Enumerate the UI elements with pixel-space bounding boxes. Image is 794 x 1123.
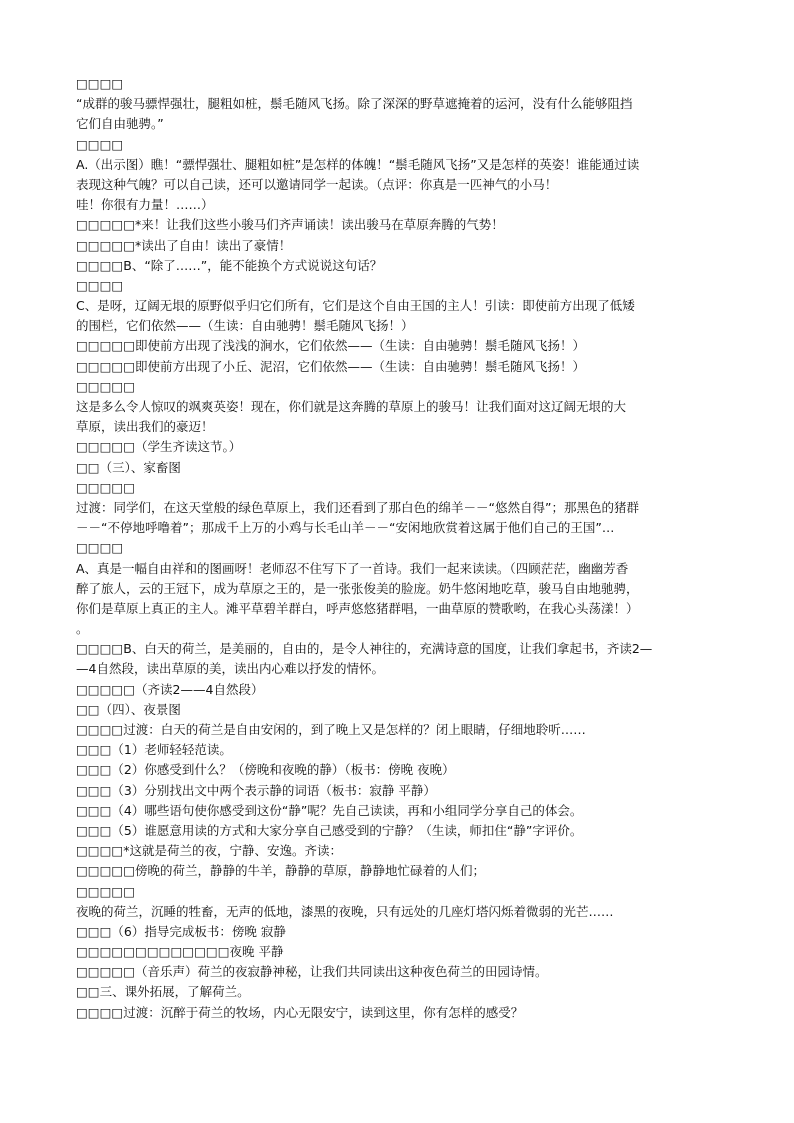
text-line: □□□□□（学生齐读这节。）	[76, 439, 242, 455]
text-line: 它们自由驰骋。”	[76, 116, 164, 132]
text-line: 。	[76, 621, 89, 637]
text-line: C、是呀，辽阔无垠的原野似乎归它们所有，它们是这个自由王国的主人！引读：即使前方出现了低矮	[76, 298, 635, 314]
text-line: □□□□□	[76, 378, 136, 394]
text-line: “成群的骏马骠悍强壮，腿粗如桩，鬃毛随风飞扬。除了深深的野草遮掩着的运河，没有什么能够阻挡	[76, 96, 633, 112]
text-line: 草原，读出我们的豪迈！	[76, 419, 214, 435]
text-line: □□□□	[76, 136, 124, 152]
text-line: 的围栏，它们依然——（生读：自由驰骋！鬃毛随风飞扬！）	[76, 318, 414, 334]
text-line: □□□（6）指导完成板书：傍晚 寂静	[76, 923, 286, 939]
text-line: □□□□	[76, 540, 124, 556]
text-line: □□□□过渡：白天的荷兰是自由安闲的，到了晚上又是怎样的？闭上眼睛，仔细地聆听……	[76, 722, 586, 737]
text-line: 表现这种气魄？可以自己读，还可以邀请同学一起读。（点评：你真是一匹神气的小马！	[76, 176, 558, 192]
text-line: －－“不停地呼噜着”；那成千上万的小鸡与长毛山羊－－“安闲地欣赏着这属于他们自己的王国”…	[76, 520, 615, 536]
text-line: □□（三）、家畜图	[76, 459, 181, 475]
text-line: □□□□□（音乐声）荷兰的夜寂静神秘，让我们共同读出这种夜色荷兰的田园诗情。	[76, 964, 548, 980]
text-line: 哇！你很有力量！……）	[76, 197, 214, 213]
text-line: □□（四）、夜景图	[76, 701, 181, 717]
text-line: □□□□*这就是荷兰的夜，宁静、安逸。齐读：	[76, 843, 342, 859]
text-line: □□□□□*来！让我们这些小骏马们齐声诵读！读出骏马在草原奔腾的气势！	[76, 217, 504, 233]
text-line: 你们是草原上真正的主人。滩平草碧羊群白，呼声悠悠猪群唱，一曲草原的赞歌哟，在我心头荡漾！）	[76, 600, 639, 616]
text-line: □□□□B、白天的荷兰，是美丽的，自由的，是令人神往的，充满诗意的国度，让我们拿起书，齐读2—	[76, 641, 653, 657]
text-line: □□□□□即使前方出现了浅浅的涧水，它们依然——（生读：自由驰骋！鬃毛随风飞扬！）	[76, 338, 586, 354]
text-line: □□□□过渡：沉醉于荷兰的牧场，内心无限安宁，读到这里，你有怎样的感受？	[76, 1004, 524, 1020]
text-line: □□□□□（齐读2——4自然段）	[76, 681, 264, 697]
text-line: 醉了旅人，云的王冠下，成为草原之王的，是一张张俊美的脸庞。奶牛悠闲地吃草，骏马自由地驰骋，	[76, 580, 639, 596]
text-line: □□□（3）分别找出文中两个表示静的词语（板书：寂静 平静）	[76, 782, 436, 798]
text-line: A、真是一幅自由祥和的图画呀！老师忍不住写下了一首诗。我们一起来读读。（四顾茫茫，幽幽芳香	[76, 560, 629, 576]
text-line: □□□□□	[76, 883, 136, 899]
text-line: □□三、课外拓展，了解荷兰。	[76, 984, 250, 1000]
text-line: □□□□□即使前方出现了小丘、泥沼，它们依然——（生读：自由驰骋！鬃毛随风飞扬！）	[76, 358, 586, 374]
text-line: □□□（4）哪些语句使你感受到这份“静”呢？先自己读读，再和小组同学分享自己的体会。	[76, 802, 583, 818]
text-line: □□□（5）谁愿意用读的方式和大家分享自己感受到的宁静？（生读，师扣住“静”字评价。	[76, 822, 583, 838]
text-line: □□□□□*读出了自由！读出了豪情！	[76, 237, 292, 253]
text-line: □□□□	[76, 76, 124, 91]
text-line: 过渡：同学们，在这天堂般的绿色草原上，我们还看到了那白色的绵羊－－“悠然自得”；那黑色的猪群	[76, 499, 639, 515]
document-page	[76, 74, 726, 1023]
text-line: 夜晚的荷兰，沉睡的牲畜，无声的低地，漆黑的夜晚，只有远处的几座灯塔闪烁着微弱的光芒……	[76, 903, 614, 919]
text-line: □□□（2）你感受到什么？（傍晚和夜晚的静）（板书：傍晚 夜晚）	[76, 762, 455, 778]
text-line: A.（出示图）瞧！“骠悍强壮、腿粗如桩”是怎样的体魄！“鬃毛随风飞扬”又是怎样的英姿！谁能通过读	[76, 156, 640, 172]
text-line: □□□□□傍晚的荷兰，静静的牛羊，静静的草原，静静地忙碌着的人们；	[76, 863, 486, 879]
text-line: □□□□	[76, 277, 124, 293]
text-line: □□□□□	[76, 479, 136, 495]
text-line: —4自然段，读出草原的美，读出内心难以抒发的情怀。	[76, 661, 384, 677]
text-line: □□□□B、“除了……”，能不能换个方式说说这句话？	[76, 257, 383, 273]
text-line: □□□（1）老师轻轻范读。	[76, 742, 232, 758]
text-line: □□□□□□□□□□□□□夜晚 平静	[76, 944, 284, 960]
text-line: 这是多么令人惊叹的飒爽英姿！现在，你们就是这奔腾的草原上的骏马！让我们面对这辽阔无垠的大	[76, 399, 627, 414]
